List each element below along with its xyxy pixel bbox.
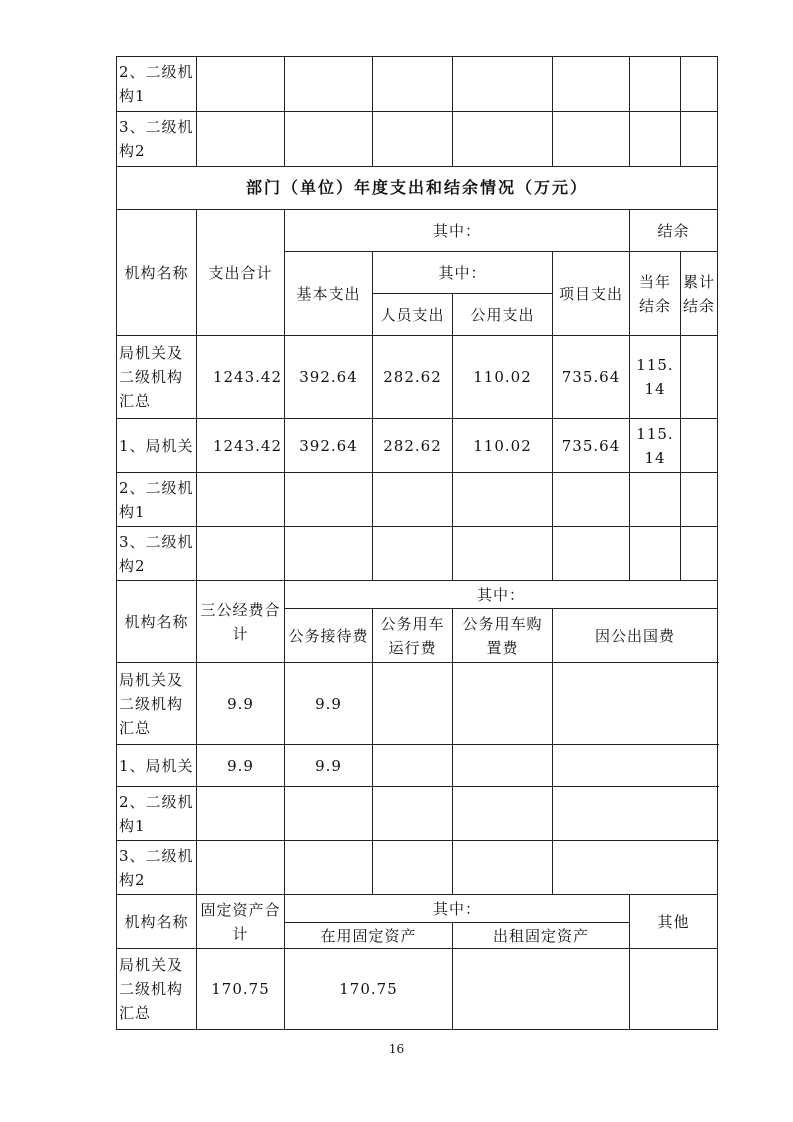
fixed-assets-total-cell: 170.75 (197, 949, 285, 1030)
table-row (117, 57, 718, 112)
three-public-total-cell: 9.9 (197, 745, 285, 787)
table-row (117, 527, 718, 581)
header-vehicle-purchase: 公务用车购置费 (453, 609, 553, 663)
table-row (117, 473, 718, 527)
in-use-cell: 170.75 (285, 949, 453, 1030)
header-balance: 结余 (630, 210, 718, 252)
org-name-cell: 局机关及二级机构汇总 (117, 336, 197, 419)
header-other: 其他 (630, 895, 718, 949)
basic-cell: 392.64 (285, 419, 373, 473)
vehicle-purchase-cell (453, 663, 553, 745)
table-row (117, 112, 718, 167)
header-leased: 出租固定资产 (453, 923, 630, 949)
header-current-balance: 当年结余 (630, 252, 681, 336)
org-name-cell: 1、局机关 (117, 745, 197, 787)
header-of-which: 其中： (285, 895, 630, 923)
public-cell: 110.02 (453, 419, 553, 473)
abroad-cell (553, 663, 718, 745)
org-name-cell: 3、二级机构2 (117, 527, 197, 581)
personnel-cell: 282.62 (373, 419, 453, 473)
header-total: 支出合计 (197, 210, 285, 336)
org-name-cell: 2、二级机构1 (117, 787, 197, 841)
table-row (117, 841, 718, 895)
table-row (117, 663, 718, 745)
header-of-which: 其中： (285, 581, 718, 609)
header-org-name: 机构名称 (117, 210, 197, 336)
header-project: 项目支出 (553, 252, 630, 336)
header-fixed-assets-total: 固定资产合计 (197, 895, 285, 949)
personnel-cell: 282.62 (373, 336, 453, 419)
vehicle-running-cell (373, 745, 453, 787)
table-row (117, 336, 718, 419)
org-name-cell: 2、二级机构1 (117, 57, 197, 112)
header-of-which: 其中： (285, 210, 630, 252)
total-cell: 1243.42 (197, 336, 285, 419)
header-basic: 基本支出 (285, 252, 373, 336)
page-number: 16 (388, 1042, 405, 1056)
basic-cell: 392.64 (285, 336, 373, 419)
header-three-public-total: 三公经费合计 (197, 581, 285, 663)
org-name-cell: 3、二级机构2 (117, 841, 197, 895)
header-reception: 公务接待费 (285, 609, 373, 663)
abroad-cell (553, 745, 718, 787)
org-name-cell: 局机关及二级机构汇总 (117, 663, 197, 745)
header-org-name: 机构名称 (117, 581, 197, 663)
vehicle-running-cell (373, 663, 453, 745)
header-abroad: 因公出国费 (553, 609, 718, 663)
org-name-cell: 3、二级机构2 (117, 112, 197, 167)
project-cell: 735.64 (553, 336, 630, 419)
header-in-use: 在用固定资产 (285, 923, 453, 949)
reception-cell: 9.9 (285, 745, 373, 787)
header-vehicle-running: 公务用车运行费 (373, 609, 453, 663)
vehicle-purchase-cell (453, 745, 553, 787)
reception-cell: 9.9 (285, 663, 373, 745)
table-row (117, 949, 718, 1030)
header-public: 公用支出 (453, 294, 553, 336)
header-cumulative-balance: 累计结余 (681, 252, 718, 336)
current-balance-cell: 115.14 (630, 419, 681, 473)
section-title: 部门（单位）年度支出和结余情况（万元） (117, 167, 718, 210)
cumulative-balance-cell (681, 336, 718, 419)
header-org-name: 机构名称 (117, 895, 197, 949)
three-public-total-cell: 9.9 (197, 663, 285, 745)
public-cell: 110.02 (453, 336, 553, 419)
header-personnel: 人员支出 (373, 294, 453, 336)
table-row (117, 745, 718, 787)
total-cell: 1243.42 (197, 419, 285, 473)
header-of-which-inner: 其中： (373, 252, 553, 294)
current-balance-cell: 115.14 (630, 336, 681, 419)
table-row (117, 419, 718, 473)
cumulative-balance-cell (681, 419, 718, 473)
table-row (117, 787, 718, 841)
budget-table (116, 56, 718, 1030)
project-cell: 735.64 (553, 419, 630, 473)
other-cell (630, 949, 718, 1030)
org-name-cell: 1、局机关 (117, 419, 197, 473)
org-name-cell: 局机关及二级机构汇总 (117, 949, 197, 1030)
leased-cell (453, 949, 630, 1030)
org-name-cell: 2、二级机构1 (117, 473, 197, 527)
